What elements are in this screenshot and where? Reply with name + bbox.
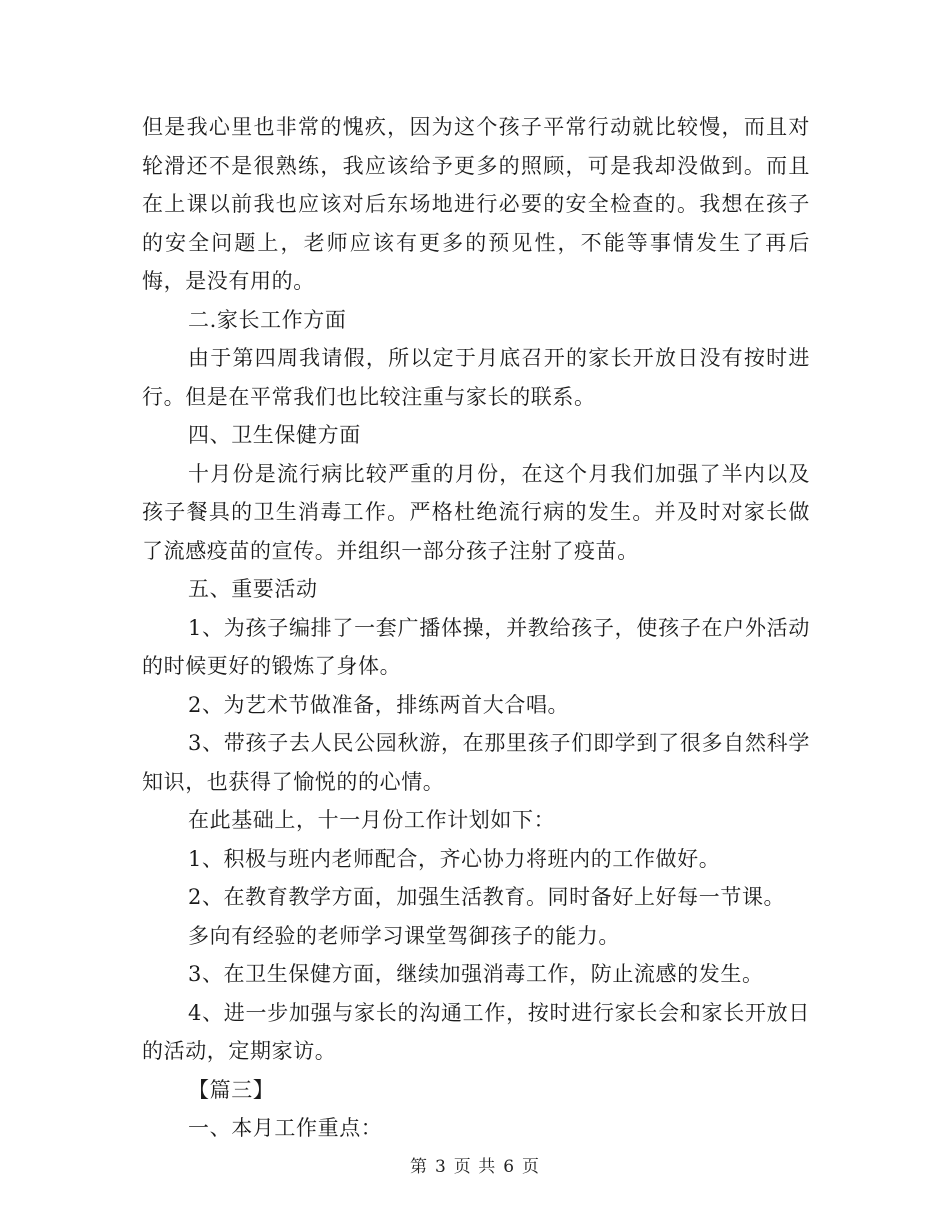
list-item-plan-4: 4、进一步加强与家长的沟通工作，按时进行家长会和家长开放日的活动，定期家访。 [142,1000,810,1063]
footer-middle: 页 共 [453,1157,497,1177]
list-item-activity-3: 3、带孩子去人民公园秋游，在那里孩子们即学到了很多自然科学知识，也获得了愉悦的的心情。 [142,731,810,794]
heading-important-activities: 五、重要活动 [188,577,318,601]
list-item-plan-1: 1、积极与班内老师配合，齐心协力将班内的工作做好。 [188,846,721,871]
heading-monthly-focus: 一、本月工作重点： [188,1116,383,1140]
list-item-plan-3: 3、在卫生保健方面，继续加强消毒工作，防止流感的发生。 [188,962,764,986]
paragraph-continuation: 但是我心里也非常的愧疚，因为这个孩子平常行动就比较慢，而且对轮滑还不是很熟练，我应该给予更多的照顾，可是我却没做到。而且在上课以前我也应该对后东场地进行必要的安全检查的。我想在孩子的安全问题上，老师应该有更多的预见性，不能等事情发生了再后悔，是没有用的。 [142,115,810,293]
page-number-current: 3 [434,1157,447,1177]
paragraph-parent-work: 由于第四周我请假，所以定于月底召开的家长开放日没有按时进行。但是在平常我们也比较注重与家长的联系。 [142,346,810,409]
list-item-activity-2: 2、为艺术节做准备，排练两首大合唱。 [188,692,570,717]
document-body [142,108,810,1148]
heading-health-care: 四、卫生保健方面 [188,423,361,447]
list-item-activity-1: 1、为孩子编排了一套广播体操，并教给孩子，使孩子在户外活动的时候更好的锻炼了身体。 [142,615,810,678]
paragraph-plan-2-cont: 多向有经验的老师学习课堂驾御孩子的能力。 [188,923,620,948]
paragraph-plan-intro: 在此基础上，十一月份工作计划如下： [188,808,556,832]
page-number-total: 6 [503,1157,516,1177]
heading-parent-work: 二.家长工作方面 [188,307,347,332]
section-heading-part-three: 【篇三】 [188,1077,275,1102]
footer-prefix: 第 [409,1157,428,1177]
paragraph-health-care: 十月份是流行病比较严重的月份，在这个月我们加强了半内以及孩子餐具的卫生消毒工作。严格杜绝流行病的发生。并及时对家长做了流感疫苗的宣传。并组织一部分孩子注射了疫苗。 [142,461,810,563]
list-item-plan-2: 2、在教育教学方面，加强生活教育。同时备好上好每一节课。 [188,885,786,909]
footer-suffix: 页 [522,1157,541,1177]
page-footer [0,1152,950,1177]
